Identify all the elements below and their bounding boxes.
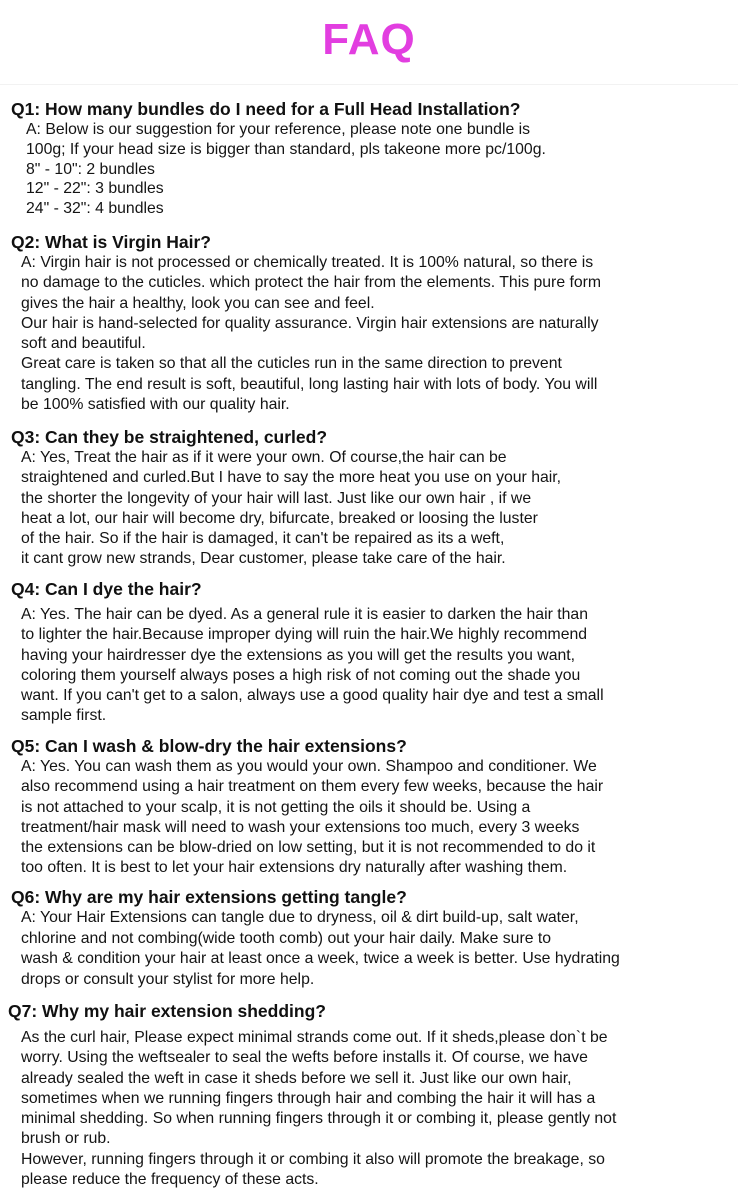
answer-line: Our hair is hand-selected for quality assurance. Virgin hair extensions are naturally xyxy=(21,314,599,332)
answer-line: 100g; If your head size is bigger than standard, pls takeone more pc/100g. xyxy=(26,140,546,158)
answer-line: 8" - 10": 2 bundles xyxy=(26,160,155,178)
answer-line: is not attached to your scalp, it is not getting the oils it should be. Using a xyxy=(21,798,531,816)
faq-answer xyxy=(0,757,738,879)
answer-line: soft and beautiful. xyxy=(21,335,146,353)
answer-line: be 100% satisfied with our quality hair. xyxy=(21,396,290,414)
answer-line: A: Yes. The hair can be dyed. As a general rule it is easier to darken the hair than xyxy=(21,606,588,623)
answer-line: minimal shedding. So when running fingers through it or combing it, please gently not xyxy=(21,1110,617,1128)
faq-answer xyxy=(0,1028,738,1190)
answer-line: 24" - 32": 4 bundles xyxy=(26,200,164,218)
faq-item-q3 xyxy=(0,426,738,570)
faq-item-q7 xyxy=(0,1000,738,1190)
answer-line: no damage to the cuticles. which protect the hair from the elements. This pure form xyxy=(21,274,602,292)
answer-line: the extensions can be blow-dried on low setting, but it is not recommended to do it xyxy=(21,839,596,857)
answer-line: heat a lot, our hair will become dry, bifurcate, breaked or loosing the luster xyxy=(21,509,538,527)
answer-line: please reduce the frequency of these acts. xyxy=(21,1171,319,1189)
faq-answer xyxy=(0,120,738,219)
faq-item-q4 xyxy=(0,578,738,727)
faq-item-q1 xyxy=(0,98,738,219)
answer-line: As the curl hair, Please expect minimal strands come out. If it sheds,please don`t be xyxy=(21,1029,608,1046)
answer-line: 12" - 22": 3 bundles xyxy=(26,180,164,198)
answer-line: also recommend using a hair treatment on them every few weeks, because the hair xyxy=(21,778,604,796)
answer-line: tangling. The end result is soft, beautiful, long lasting hair with lots of body. You will xyxy=(21,375,598,393)
faq-question: Q6: Why are my hair extensions getting tangle? xyxy=(11,887,407,907)
answer-line: chlorine and not combing(wide tooth comb) out your hair daily. Make sure to xyxy=(21,929,552,947)
answer-line: A: Yes, Treat the hair as if it were your own. Of course,the hair can be xyxy=(21,449,507,466)
faq-question: Q4: Can I dye the hair? xyxy=(11,579,202,599)
faq-question: Q7: Why my hair extension shedding? xyxy=(8,1001,326,1021)
answer-line: worry. Using the weftsealer to seal the wefts before installs it. Of course, we have xyxy=(21,1049,588,1067)
answer-line: Great care is taken so that all the cuticles run in the same direction to prevent xyxy=(21,355,562,373)
answer-line: having your hairdresser dye the extensions as you will get the results you want, xyxy=(21,646,576,664)
page-title: FAQ xyxy=(322,15,416,64)
faq-item-q2 xyxy=(0,231,738,415)
answer-line: want. If you can't get to a salon, always use a good quality hair dye and test a small xyxy=(21,687,604,705)
answer-line: However, running fingers through it or combing it also will promote the breakage, so xyxy=(21,1150,605,1168)
title-divider xyxy=(0,84,738,85)
answer-line: treatment/hair mask will need to wash your extensions too much, every 3 weeks xyxy=(21,818,580,836)
answer-line: to lighter the hair.Because improper dying will ruin the hair.We highly recommend xyxy=(21,626,588,644)
answer-line: drops or consult your stylist for more help. xyxy=(21,970,315,988)
answer-line: wash & condition your hair at least once a week, twice a week is better. Use hydrating xyxy=(21,950,620,968)
answer-line: brush or rub. xyxy=(21,1130,111,1148)
answer-line: A: Yes. You can wash them as you would your own. Shampoo and conditioner. We xyxy=(21,758,597,775)
faq-item-q5 xyxy=(0,735,738,879)
faq-question: Q5: Can I wash & blow-dry the hair extensions? xyxy=(11,736,407,756)
faq-answer xyxy=(0,605,738,727)
answer-line: A: Virgin hair is not processed or chemically treated. It is 100% natural, so there is xyxy=(21,254,594,271)
faq-answer xyxy=(0,253,738,415)
faq-question: Q1: How many bundles do I need for a Full Head Installation? xyxy=(11,99,521,119)
answer-line: straightened and curled.But I have to say the more heat you use on your hair, xyxy=(21,469,562,487)
faq-answer xyxy=(0,448,738,570)
answer-line: gives the hair a healthy, look you can see and feel. xyxy=(21,294,375,312)
faq-answer xyxy=(0,908,738,990)
answer-line: A: Your Hair Extensions can tangle due to dryness, oil & dirt build-up, salt water, xyxy=(21,909,579,926)
answer-line: sometimes when we running fingers through hair and combing the hair it will has a xyxy=(21,1089,596,1107)
faq-item-q6 xyxy=(0,886,738,990)
answer-line: too often. It is best to let your hair extensions dry naturally after washing them. xyxy=(21,859,568,877)
answer-line: A: Below is our suggestion for your reference, please note one bundle is xyxy=(26,121,531,138)
faq-question: Q2: What is Virgin Hair? xyxy=(11,232,211,252)
answer-line: sample first. xyxy=(21,707,107,725)
answer-line: the shorter the longevity of your hair will last. Just like our own hair , if we xyxy=(21,489,532,507)
faq-question: Q3: Can they be straightened, curled? xyxy=(11,427,328,447)
answer-line: coloring them yourself always poses a high risk of not coming out the shade you xyxy=(21,666,581,684)
answer-line: of the hair. So if the hair is damaged, it can't be repaired as its a weft, xyxy=(21,530,505,548)
answer-line: it cant grow new strands, Dear customer, please take care of the hair. xyxy=(21,550,506,568)
answer-line: already sealed the weft in case it sheds before we sell it. Just like our own hair, xyxy=(21,1069,572,1087)
